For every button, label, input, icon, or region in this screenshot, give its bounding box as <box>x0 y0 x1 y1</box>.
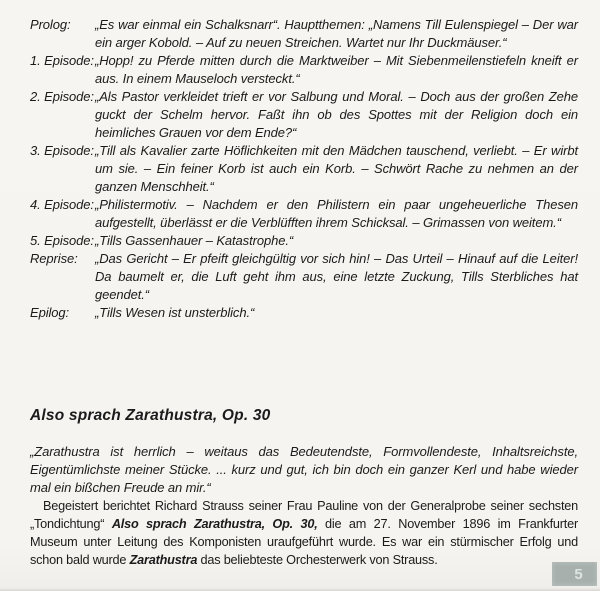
program-item-label: Prolog: <box>30 17 71 32</box>
program-item-label: 3. Episode: <box>30 143 94 158</box>
program-item-text: „Tills Gassenhauer – Katastrophe.“ <box>95 233 294 248</box>
program-item <box>30 232 578 250</box>
program-item <box>30 142 578 196</box>
program-item-text: „Till als Kavalier zarte Höflichkeiten mit den Mädchen tauschend, verliebt. – Er wirbt um sie. – Ein feiner Korb ist auch ein Korb. – Schwört Rache zu nehmen an der ganzen Menschheit.“ <box>95 143 578 194</box>
paragraph-segment: das beliebteste Orchesterwerk von Strauss. <box>197 553 438 567</box>
program-item-label: 1. Episode: <box>30 53 94 68</box>
program-item-text: „Das Gericht – Er pfeift gleichgültig vor sich hin! – Das Urteil – Hinauf auf die Leiter! Da baumelt er, die Luft geht ihm aus, eine letzte Zuckung, Tills Sterbliches hat geendet.“ <box>95 251 578 302</box>
page-number-badge <box>552 562 597 586</box>
work-title: Zarathustra <box>129 553 198 567</box>
program-item-text: „Als Pastor verkleidet trieft er vor Salbung und Moral. – Doch aus der großen Zehe guckt der Schelm hervor. Faßt ihn ob des Spottes mit der Religion doch ein heimliches Grauen vor dem Ende?“ <box>95 89 578 140</box>
program-item <box>30 52 578 88</box>
zarathustra-section <box>30 406 578 569</box>
page-number: 5 <box>574 565 583 583</box>
program-item-label: 4. Episode: <box>30 197 94 212</box>
paragraph-segment: Begeistert berichtet Richard Strauss seiner Frau Pauline von der Generalprobe seiner sechsten „Tondichtung“ <box>30 499 578 531</box>
till-eulenspiegel-program <box>30 16 578 322</box>
program-item-label: Epilog: <box>30 305 70 320</box>
program-item-text: „Hopp! zu Pferde mitten durch die Marktweiber – Mit Siebenmeilenstiefeln kneift er aus. In einem Mauseloch versteckt.“ <box>95 53 578 86</box>
work-title: Also sprach Zarathustra, Op. 30, <box>111 517 318 531</box>
program-item <box>30 304 578 322</box>
program-item <box>30 250 578 304</box>
program-item-text: „Es war einmal ein Schalksnarr“. Hauptthemen: „Namens Till Eulenspiegel – Der war ein arger Kobold. – Auf zu neuen Streichen. Wartet nur Ihr Duckmäuser.“ <box>95 17 578 50</box>
program-item <box>30 88 578 142</box>
program-item-text: „Philistermotiv. – Nachdem er den Philistern ein paar ungeheuerliche Thesen aufgestellt, überlässt er die Verblüfften ihrem Schicksal. – Grimassen von weitem.“ <box>95 197 578 230</box>
zarathustra-quote: „Zarathustra ist herrlich – weitaus das Bedeutendste, Formvollendeste, Inhaltsreichste, Eigentümlichste meiner Stücke. ... kurz und gut, ich bin doch ein ganzer Kerl und habe wieder mal ein bißchen Freude an mir.“ <box>30 444 578 495</box>
program-item-label: Reprise: <box>30 251 78 266</box>
paragraph-segment: die am 27. November 1896 im Frankfurter Museum unter Leitung des Komponisten uraufgeführt wurde. Es war ein stürmischer Erfolg und schon bald wurde <box>30 517 578 567</box>
program-item-text: „Tills Wesen ist unsterblich.“ <box>95 305 255 320</box>
section-heading: Also sprach Zarathustra, Op. 30 <box>30 407 271 424</box>
program-item <box>30 16 578 52</box>
program-item <box>30 196 578 232</box>
zarathustra-paragraph <box>30 497 578 569</box>
program-item-label: 5. Episode: <box>30 233 94 248</box>
program-item-label: 2. Episode: <box>30 89 94 104</box>
